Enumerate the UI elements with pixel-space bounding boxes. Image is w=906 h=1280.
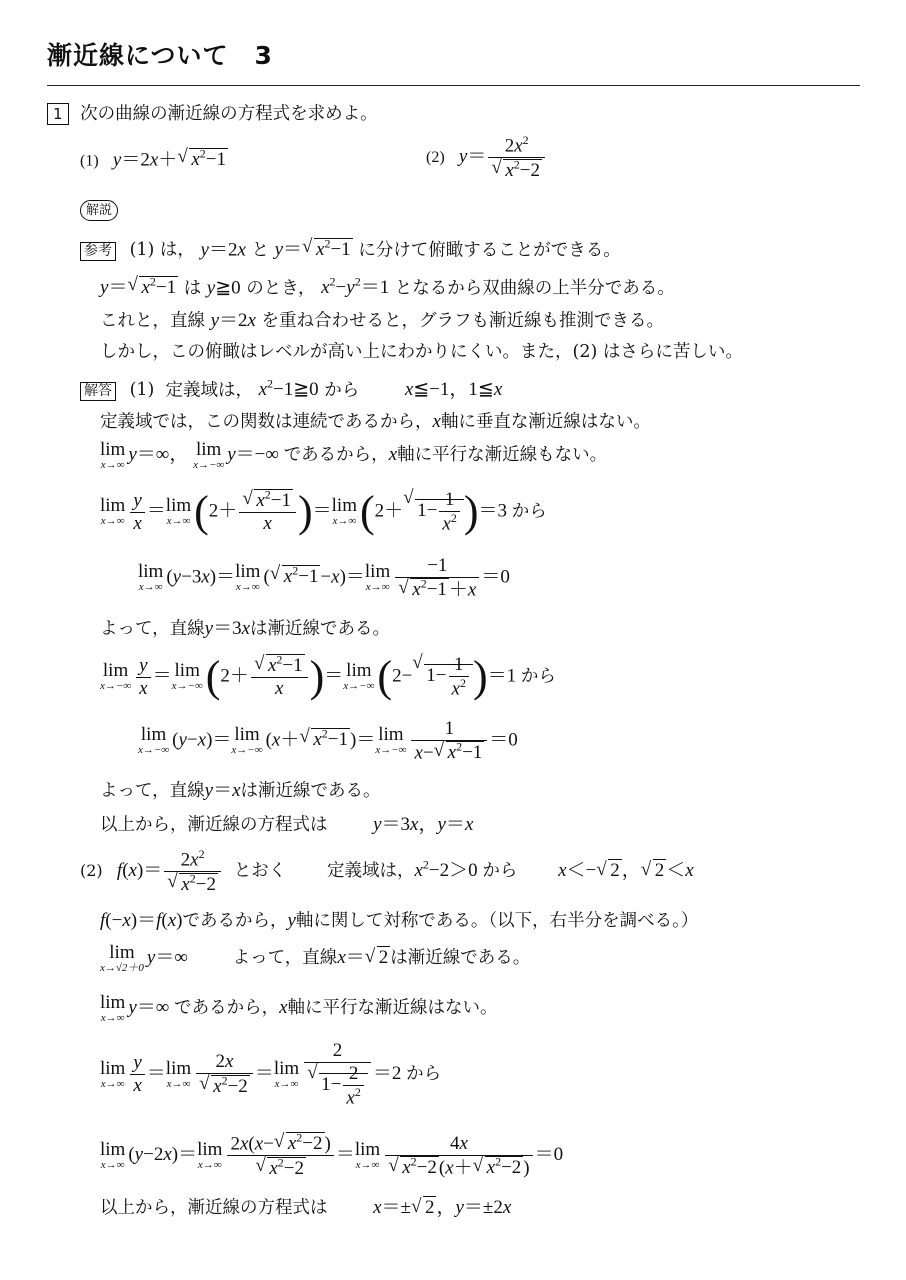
sanko-line-2: y＝√ $x^2-1$ は y≧0 のとき， $x^2-y^2=1$ となるから双曲線の上半分である。 [100,276,675,298]
sol1-conclusion: 以上から，漸近線の方程式は y＝3x，y＝x [100,814,474,835]
title-rule [47,85,860,86]
problem-prompt: 次の曲線の漸近線の方程式を求めよ。 [80,104,378,124]
sanko-tag: 参考 [80,242,116,261]
sol2-symmetry: f(−x)＝f(x)であるから，y軸に関して対称である。（以下，右半分を調べる。） [100,910,699,931]
page-title: 漸近線について 3 [47,41,273,70]
sol1-asymptote-2: よって，直線y＝xは漸近線である。 [100,780,381,801]
sol1-intercept-plus: lim x→∞ (y−3x)＝ lim x→∞ (√ $x^2-1 -x)=$ lim x→∞ −1 √ $x^2-1 +x$ ＝0 [138,555,510,601]
problem-part2: (2) y＝ $2x^2$ √ $x^2-2$ [426,134,547,181]
sol2-no-horizontal: lim x→∞ y＝∞ であるから，x軸に平行な漸近線はない。 [100,992,498,1024]
sol2-slope: lim x→∞ $\frac{y}{x}$ ＝ lim x→∞ 2x √ $x^2-2$ ＝ lim x→∞ 2 √ 1− $\frac{2}{x^2}$ ＝2 から [100,1040,441,1109]
sol2-vertical-asymptote: lim x→√2＋0 y＝∞ よって，直線x＝√ 2 は漸近線である。 [100,943,530,974]
sol1-slope-minus: lim x→−∞ $\frac{y}{x}$ ＝ lim x→−∞ (2＋ √ $\frac{x^2-1}{x}$ )＝ lim x→−∞ (2−√ 1− $\frac{1}{x^2}$ )＝1 から [100,654,556,700]
problem-number: 1 [47,103,69,125]
sol2-conclusion: 以上から，漸近線の方程式は x＝±√ 2 ，y＝±2x [100,1198,511,1218]
kaisetsu-label: 解説 [80,200,118,221]
sanko-line-3: これと，直線 y＝2x を重ね合わせると，グラフも漸近線も推測できる。 [100,310,665,331]
kaitou-tag: 解答 [80,382,116,401]
sol1-domain: 解答 (1) 定義域は， $x^2-1≧0$ から x≦−1，1≦x [80,378,502,401]
sanko-line-4: しかし，この俯瞰はレベルが高い上にわかりにくい。また，(2) はさらに苦しい。 [100,342,743,362]
sol1-limits-infinity: lim x→∞ y＝∞， lim x→−∞ y＝−∞ であるから，x軸に平行な漸近線もない。 [100,439,608,471]
sol1-slope-plus: lim x→∞ $\frac{y}{x}$ ＝ lim x→∞ (2＋ √ $\frac{x^2-1}{x}$ )＝ lim x→∞ (2＋√ 1− $\frac{1}{x^2}$ )＝3 から [100,489,547,535]
problem-header [47,103,378,125]
problem-part1: (1) y＝2x＋√ $x^2-1$ [80,148,228,169]
sol2-intercept: lim x→∞ (y−2x)＝ lim x→∞ 2x(x−√ $x^2-2$ ) √ $x^2-2$ ＝ lim x→∞ 4x √ $x^2-2$ (x＋√ $x^2-2$ ) ＝0 [100,1132,563,1179]
sol1-continuity: 定義域では，この関数は連続であるから，x軸に垂直な漸近線はない。 [100,411,651,432]
sol1-intercept-minus: lim x→−∞ (y−x)＝ lim x→−∞ (x＋√ $x^2-1$ )＝ lim x→−∞ $\frac{1}{x-√ x^2-1}$ ＝0 [138,718,518,764]
sanko-line-1: 参考 (1) は， y＝2x と y＝√ $x^2-1$ に分けて俯瞰することができる。 [80,238,621,261]
sol2-definition: (2) f(x)＝ $2x^2$ √ $x^2-2$ とおく 定義域は，$x^2-2>0$ から x＜−√ 2 ，√ 2 ＜x [80,848,694,895]
sol1-asymptote-1: よって，直線y＝3xは漸近線である。 [100,618,391,639]
